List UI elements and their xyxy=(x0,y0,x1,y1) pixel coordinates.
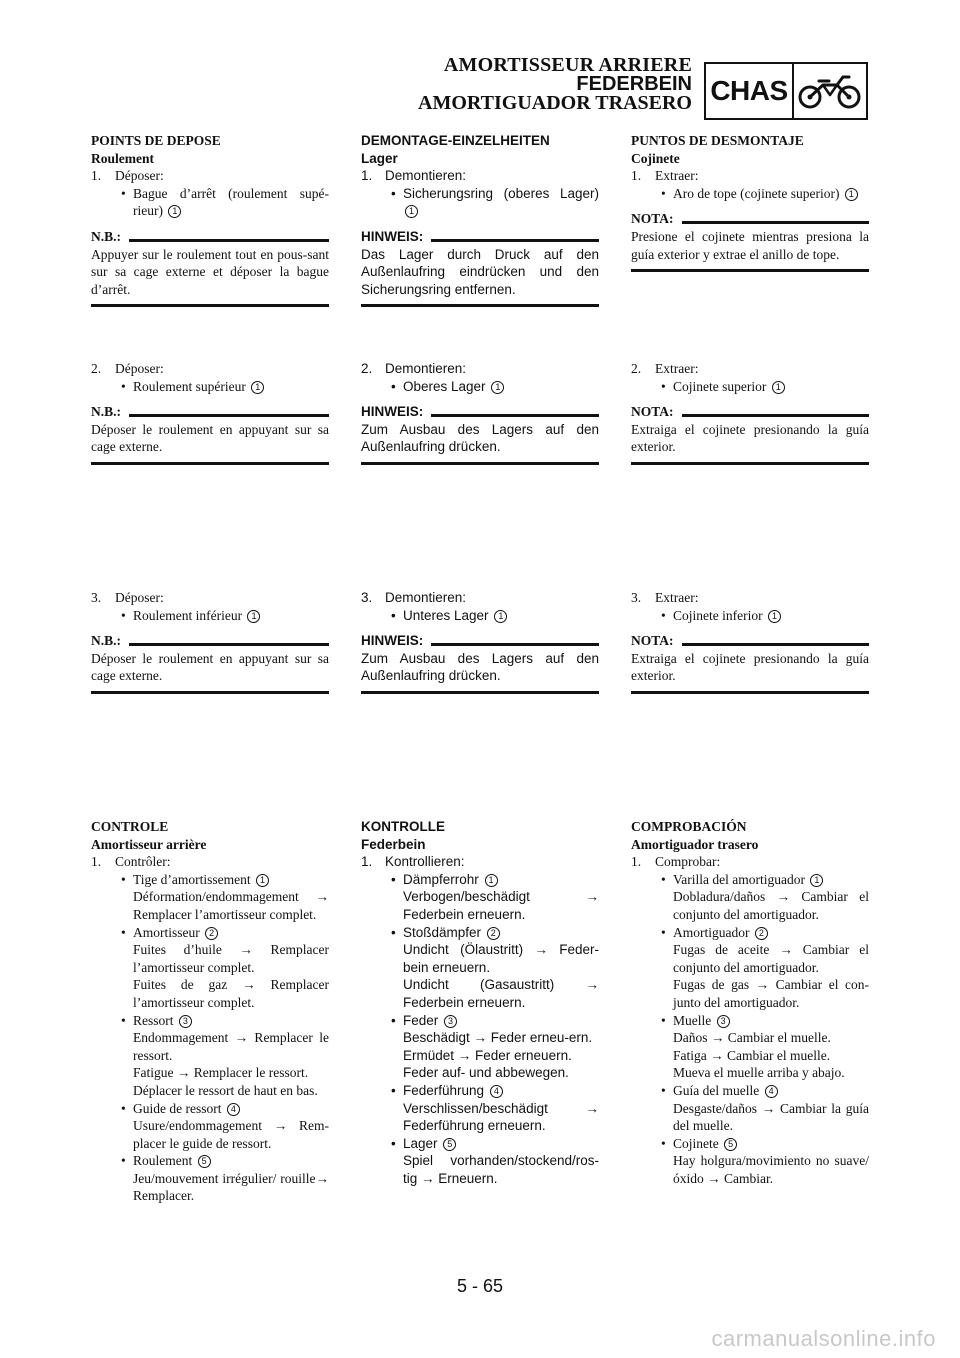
fr-note-2: N.B.: Déposer le roulement en appuyant sur sa cage externe. xyxy=(91,403,329,465)
es-check-item: • Muelle 3 xyxy=(631,1012,869,1030)
fr-check-item: • Roulement 5 xyxy=(91,1152,329,1170)
de-removal-subtitle: Lager xyxy=(361,150,398,166)
fr-check-item: • Tige d’amortissement 1 xyxy=(91,871,329,889)
callout-1: 1 xyxy=(251,381,264,394)
fr-note-3: N.B.: Déposer le roulement en appuyant sur sa cage externe. xyxy=(91,632,329,694)
fr-removal-title: POINTS DE DEPOSE xyxy=(91,133,221,148)
header-titles xyxy=(418,56,692,113)
es-note-2: NOTA: Extraiga el cojinete presionando la guía exterior. xyxy=(631,403,869,465)
de-step-3-item: • Unteres Lager 1 xyxy=(361,607,599,625)
de-note-2: HINWEIS: Zum Ausbau des Lagers auf den Außenlaufring drücken. xyxy=(361,403,599,465)
fr-step-3-section xyxy=(91,589,329,694)
de-step-1: 1. Demontieren: xyxy=(361,168,467,184)
de-check-step: 1. Kontrollieren: xyxy=(361,854,465,870)
fr-step-3: 3. Déposer: xyxy=(91,590,164,605)
de-note-3: HINWEIS: Zum Ausbau des Lagers auf den Außenlaufring drücken. xyxy=(361,632,599,694)
es-check-title: COMPROBACIÓN xyxy=(631,819,747,834)
es-step-1: 1. Extraer: xyxy=(631,168,699,184)
es-step-2-item: • Cojinete superior 1 xyxy=(631,378,869,396)
es-step-3-section xyxy=(631,589,869,694)
section-badge xyxy=(704,62,868,120)
es-check-step: 1. Comprobar: xyxy=(631,854,721,870)
fr-check-item: • Ressort 3 xyxy=(91,1012,329,1030)
fr-note-1: N.B.: Appuyer sur le roulement tout en pous-sant sur sa cage externe et déposer la bague d’arrêt. xyxy=(91,228,329,307)
fr-check-section: CONTROLE Amortisseur arrière 1. Contrôler: • Tige d’amortissement 1 Déformation/endommagement → Remplacer l’amortisseur complet. • Amortisseur 2 Fuites d’huile → Remplacer l’amortisseur complet. Fuites de gaz → Remplacer l’amortisseur complet. • Ressort 3 Endommagement → Remplacer le ressort. Fatigue → Remplacer le ressort. Déplacer le ressort de haut en bas. • Guide de ressort 4 Usure/endommagement → Rem-placer le guide de ressort. • Roulement 5 Jeu/mouvement irrégulier/ rouille→ Remplacer. xyxy=(91,819,329,1204)
fr-check-subtitle: Amortisseur arrière xyxy=(91,836,207,852)
de-note-1: HINWEIS: Das Lager durch Druck auf den Außenlaufring eindrücken und den Sicherungsring entfernen. xyxy=(361,228,599,307)
es-check-subtitle: Amortiguador trasero xyxy=(631,836,759,852)
fr-step-1-item: • Bague d’arrêt (roulement supé-rieur) 1 xyxy=(121,185,329,219)
de-check-item: • Stoßdämpfer 2 xyxy=(361,924,599,942)
de-step-2-section xyxy=(361,360,599,465)
es-step-2: 2. Extraer: xyxy=(631,361,699,376)
page-number: 5 - 65 xyxy=(456,1276,504,1296)
title-fr: AMORTISSEUR ARRIERE xyxy=(443,54,692,76)
es-check-section: COMPROBACIÓN Amortiguador trasero 1. Comprobar: • Varilla del amortiguador 1 Dobladura/daños → Cambiar el conjunto del amortiguador. • Amortiguador 2 Fugas de aceite → Cambiar el conjunto del amortiguador. Fugas de gas → Cambiar el con-junto del amortiguador. • Muelle 3 Daños → Cambiar el muelle. Fatiga → Cambiar el muelle. Mueva el muelle arriba y abajo. • Guía del muelle 4 Desgaste/daños → Cambiar la guía del muelle. • Cojinete 5 Hay holgura/movimiento no suave/óxido → Cambiar. xyxy=(631,819,869,1186)
title-de: FEDERBEIN xyxy=(576,73,692,95)
es-step-3: 3. Extraer: xyxy=(631,590,699,605)
fr-check-item: • Amortisseur 2 xyxy=(91,924,329,942)
de-check-item: • Dämpferrohr 1 xyxy=(361,871,599,889)
de-removal-section xyxy=(361,132,599,307)
es-step-1-item: • Aro de tope (cojinete superior) 1 xyxy=(631,185,869,203)
de-step-3: 3. Demontieren: xyxy=(361,590,467,605)
es-check-item: • Amortiguador 2 xyxy=(631,924,869,942)
fr-step-3-item: • Roulement inférieur 1 xyxy=(91,607,329,625)
de-check-section: KONTROLLE Federbein 1. Kontrollieren: • Dämpferrohr 1 Verbogen/beschädigt → Federbein erneuern. • Stoßdämpfer 2 Undicht (Ölaustritt) → Feder-bein erneuern. Undicht (Gasaustritt) → Federbein erneuern. • Feder 3 Beschädigt → Feder erneu-ern. Ermüdet → Feder erneuern. Feder auf- und abbewegen. • Federführung 4 Verschlissen/beschädigt → Federführung erneuern. • Lager 5 Spiel vorhanden/stockend/ros-tig → Erneuern. xyxy=(361,819,599,1186)
fr-removal-subtitle: Roulement xyxy=(91,150,154,166)
de-check-item: • Federführung 4 xyxy=(361,1082,599,1100)
callout-1: 1 xyxy=(168,205,181,218)
fr-check-item: • Guide de ressort 4 xyxy=(91,1100,329,1118)
motorcycle-icon xyxy=(794,64,866,118)
es-check-item: • Varilla del amortiguador 1 xyxy=(631,871,869,889)
de-step-3-section xyxy=(361,589,599,694)
fr-step-2-item: • Roulement supérieur 1 xyxy=(91,378,329,396)
de-removal-title: DEMONTAGE-EINZELHEITEN xyxy=(361,133,550,148)
de-step-2: 2. Demontieren: xyxy=(361,361,467,376)
de-check-title: KONTROLLE xyxy=(361,819,445,834)
callout-1: 1 xyxy=(247,610,260,623)
de-check-item: • Feder 3 xyxy=(361,1012,599,1030)
es-step-3-item: • Cojinete inferior 1 xyxy=(631,607,869,625)
es-step-2-section xyxy=(631,360,869,465)
es-removal-subtitle: Cojinete xyxy=(631,150,680,166)
es-removal-section xyxy=(631,132,869,272)
fr-step-1: 1. Déposer: xyxy=(91,168,164,184)
de-check-item: • Lager 5 xyxy=(361,1135,599,1153)
section-label: CHAS xyxy=(706,64,794,118)
fr-check-step: 1. Contrôler: xyxy=(91,854,171,870)
title-es: AMORTIGUADOR TRASERO xyxy=(418,92,692,114)
fr-step-2: 2. Déposer: xyxy=(91,361,164,376)
es-check-item: • Guía del muelle 4 xyxy=(631,1082,869,1100)
fr-check-title: CONTROLE xyxy=(91,819,169,834)
es-note-1: NOTA: Presione el cojinete mientras presiona la guía exterior y extrae el anillo de tope. xyxy=(631,210,869,272)
es-note-3: NOTA: Extraiga el cojinete presionando la guía exterior. xyxy=(631,632,869,694)
fr-step-2-section xyxy=(91,360,329,465)
de-check-subtitle: Federbein xyxy=(361,836,426,852)
watermark: carmanualsonline.info xyxy=(711,1326,936,1351)
de-step-1-item: • Sicherungsring (oberes Lager) 1 xyxy=(391,185,599,217)
de-step-2-item: • Oberes Lager 1 xyxy=(361,378,599,396)
es-check-item: • Cojinete 5 xyxy=(631,1135,869,1153)
fr-removal-section xyxy=(91,132,329,307)
es-removal-title: PUNTOS DE DESMONTAJE xyxy=(631,133,804,148)
